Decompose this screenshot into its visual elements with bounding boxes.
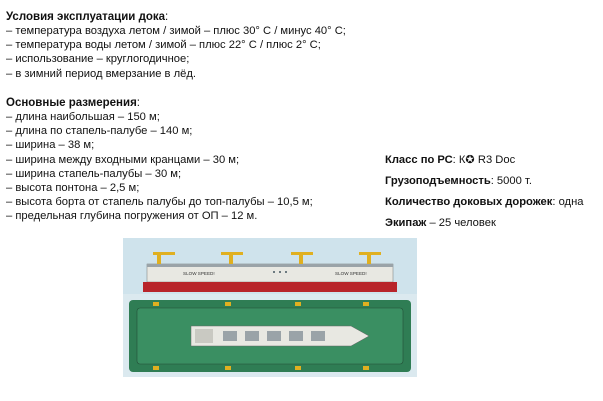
- ship-superstructure: [195, 329, 213, 343]
- dimension-item: – предельная глубина погружения от ОП – 12 м.: [6, 210, 258, 223]
- dimension-item: – длина по стапель-палубе – 140 м;: [6, 125, 193, 138]
- class-value: : К✪ R3 Doc: [452, 154, 516, 166]
- pontoon-hull: [143, 282, 397, 292]
- crew-row: [385, 213, 583, 234]
- dimension-item: – ширина стапель-палубы – 30 м;: [6, 167, 182, 180]
- main-dimensions-heading-text: Основные размерения: [6, 97, 137, 109]
- top-deck: [147, 264, 393, 267]
- operating-conditions-heading: [6, 10, 346, 24]
- condition-item: – в зимний период вмерзание в лёд.: [6, 67, 196, 80]
- plan-view: [129, 300, 411, 372]
- crew-value: – 25 человек: [426, 217, 496, 229]
- main-dimensions-heading-colon: :: [136, 97, 140, 109]
- condition-item: – температура воды летом / зимой – плюс 22° С / плюс 2° С;: [6, 39, 321, 52]
- dimension-item: – длина наибольшая – 150 м;: [6, 111, 160, 123]
- side-label-right: SLOW SPEED!: [335, 271, 367, 276]
- tracks-label: Количество доковых дорожек: [385, 196, 553, 208]
- condition-item: – температура воздуха летом / зимой – плюс 30° С / минус 40° С;: [6, 25, 346, 37]
- tracks-value: : одна: [552, 196, 584, 208]
- operating-conditions-heading-colon: :: [165, 11, 169, 23]
- dimension-item: – ширина между входными кранцами – 30 м;: [6, 153, 240, 166]
- operating-conditions-heading-text: Условия эксплуатации дока: [6, 11, 166, 23]
- tracks-row: [385, 192, 583, 213]
- capacity-label: Грузоподъемность: [385, 175, 491, 187]
- floating-dock-illustration: [123, 238, 417, 377]
- condition-item: – использование – круглогодичное;: [6, 53, 190, 66]
- dimension-item: – высота понтона – 2,5 м;: [6, 182, 140, 195]
- capacity-value: : 5000 т.: [490, 175, 532, 187]
- side-label-left: SLOW SPEED!: [183, 271, 215, 276]
- main-dimensions-heading: [6, 96, 313, 110]
- capacity-row: [385, 171, 583, 192]
- dock-drawing: [123, 238, 417, 377]
- dock-specifications: [385, 150, 583, 234]
- dimension-item: – высота борта от стапель палубы до топ-палубы – 10,5 м;: [6, 196, 313, 209]
- end-view: [409, 258, 417, 294]
- dimension-item: – ширина – 38 м;: [6, 139, 95, 152]
- class-label: Класс по РС: [385, 154, 453, 166]
- crew-label: Экипаж: [385, 217, 427, 229]
- operating-conditions-section: [6, 10, 346, 81]
- main-dimensions-section: [6, 96, 313, 224]
- class-row: [385, 150, 583, 171]
